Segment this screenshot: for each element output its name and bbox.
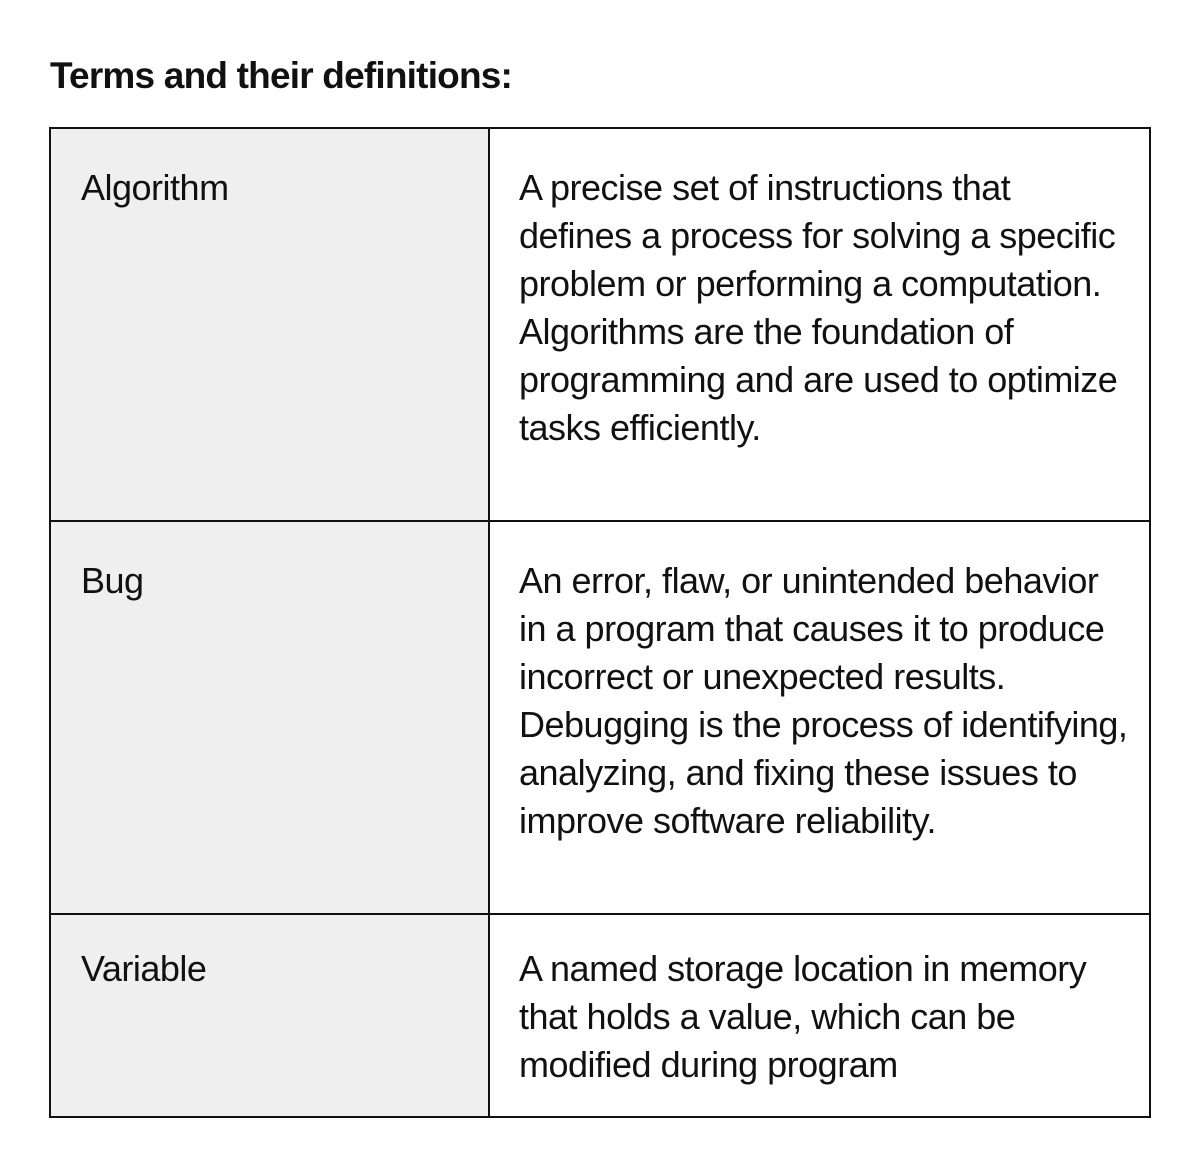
table-row [50, 128, 1150, 521]
table-row [50, 914, 1150, 1117]
term-cell: Variable [50, 914, 489, 1117]
definition-cell: An error, flaw, or unintended behavior in a program that causes it to produce incorrect or unexpected results. Debugging is the process of identifying, analyzing, and fixing these issues to improve software reliability. [489, 521, 1150, 914]
definition-cell: A precise set of instructions that defines a process for solving a specific problem or performing a computation. Algorithms are the foundation of programming and are used to optimize tasks efficiently. [489, 128, 1150, 521]
page-title: Terms and their definitions: [50, 55, 513, 96]
term-cell: Bug [50, 521, 489, 914]
table-row [50, 521, 1150, 914]
terms-table [49, 127, 1151, 1118]
definition-cell: A named storage location in memory that holds a value, which can be modified during program [489, 914, 1150, 1117]
term-cell: Algorithm [50, 128, 489, 521]
